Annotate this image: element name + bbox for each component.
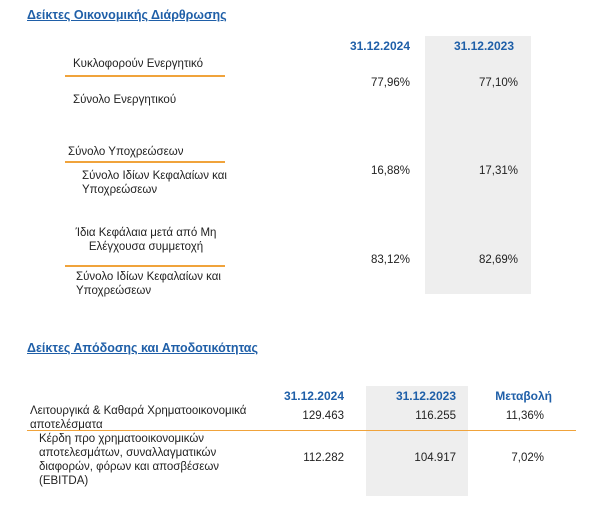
- ratio2-denominator: Σύνολο Ιδίων Κεφαλαίων και Υποχρεώσεων: [82, 170, 227, 196]
- ratio1-value-2024: 77,96%: [370, 77, 410, 89]
- performance2-value-2023: 104.917: [414, 452, 456, 464]
- ratio3-value-2024: 83,12%: [370, 254, 410, 266]
- performance2-value-2024: 112.282: [303, 452, 344, 464]
- ratio3-denominator: Σύνολο Ιδίων Κεφαλαίων και Υποχρεώσεων: [76, 271, 221, 297]
- performance1-value-2023: 116.255: [415, 410, 456, 422]
- ratio1-denominator: Σύνολο Ενεργητικού: [73, 94, 177, 106]
- section2-col-2024: 31.12.2024: [283, 389, 344, 403]
- ratio1-numerator: Κυκλοφορούν Ενεργητικό: [73, 58, 204, 70]
- ratio3-value-2023: 82,69%: [478, 254, 518, 266]
- ratio2-value-2023: 17,31%: [478, 165, 518, 177]
- section1-title: Δείκτες Οικονομικής Διάρθρωσης: [27, 8, 227, 22]
- performance1-value-2024: 129.463: [302, 410, 344, 422]
- section1-col-2023: 31.12.2023: [453, 39, 514, 53]
- section2-col-change: Μεταβολή: [495, 389, 552, 403]
- ratio3-numerator: Ίδια Κεφάλαια μετά από Μη Ελέγχουσα συμμετοχή: [75, 227, 217, 253]
- section2-row-divider: [27, 430, 576, 431]
- ratio2-value-2024: 16,88%: [370, 165, 410, 177]
- section2-col-2023: 31.12.2023: [395, 389, 456, 403]
- performance2-label: Κέρδη προ χρηματοοικονομικών αποτελεσμάτων, συναλλαγματικών διαφορών, φόρων και αποσβέσεων (EBITDA): [39, 433, 220, 487]
- ratio2-divider: [65, 161, 225, 163]
- ratio1-divider: [65, 75, 225, 77]
- ratio1-value-2023: 77,10%: [478, 77, 518, 89]
- ratio2-numerator: Σύνολο Υποχρεώσεων: [68, 146, 184, 158]
- performance1-label: Λειτουργικά & Καθαρά Χρηματοοικονομικά αποτελέσματα: [30, 405, 247, 431]
- performance2-change: 7,02%: [511, 452, 544, 464]
- performance1-change: 11,36%: [505, 410, 544, 422]
- ratio3-divider: [65, 265, 225, 267]
- section2-title: Δείκτες Απόδοσης και Αποδοτικότητας: [27, 341, 258, 355]
- section1-col-2024: 31.12.2024: [349, 39, 410, 53]
